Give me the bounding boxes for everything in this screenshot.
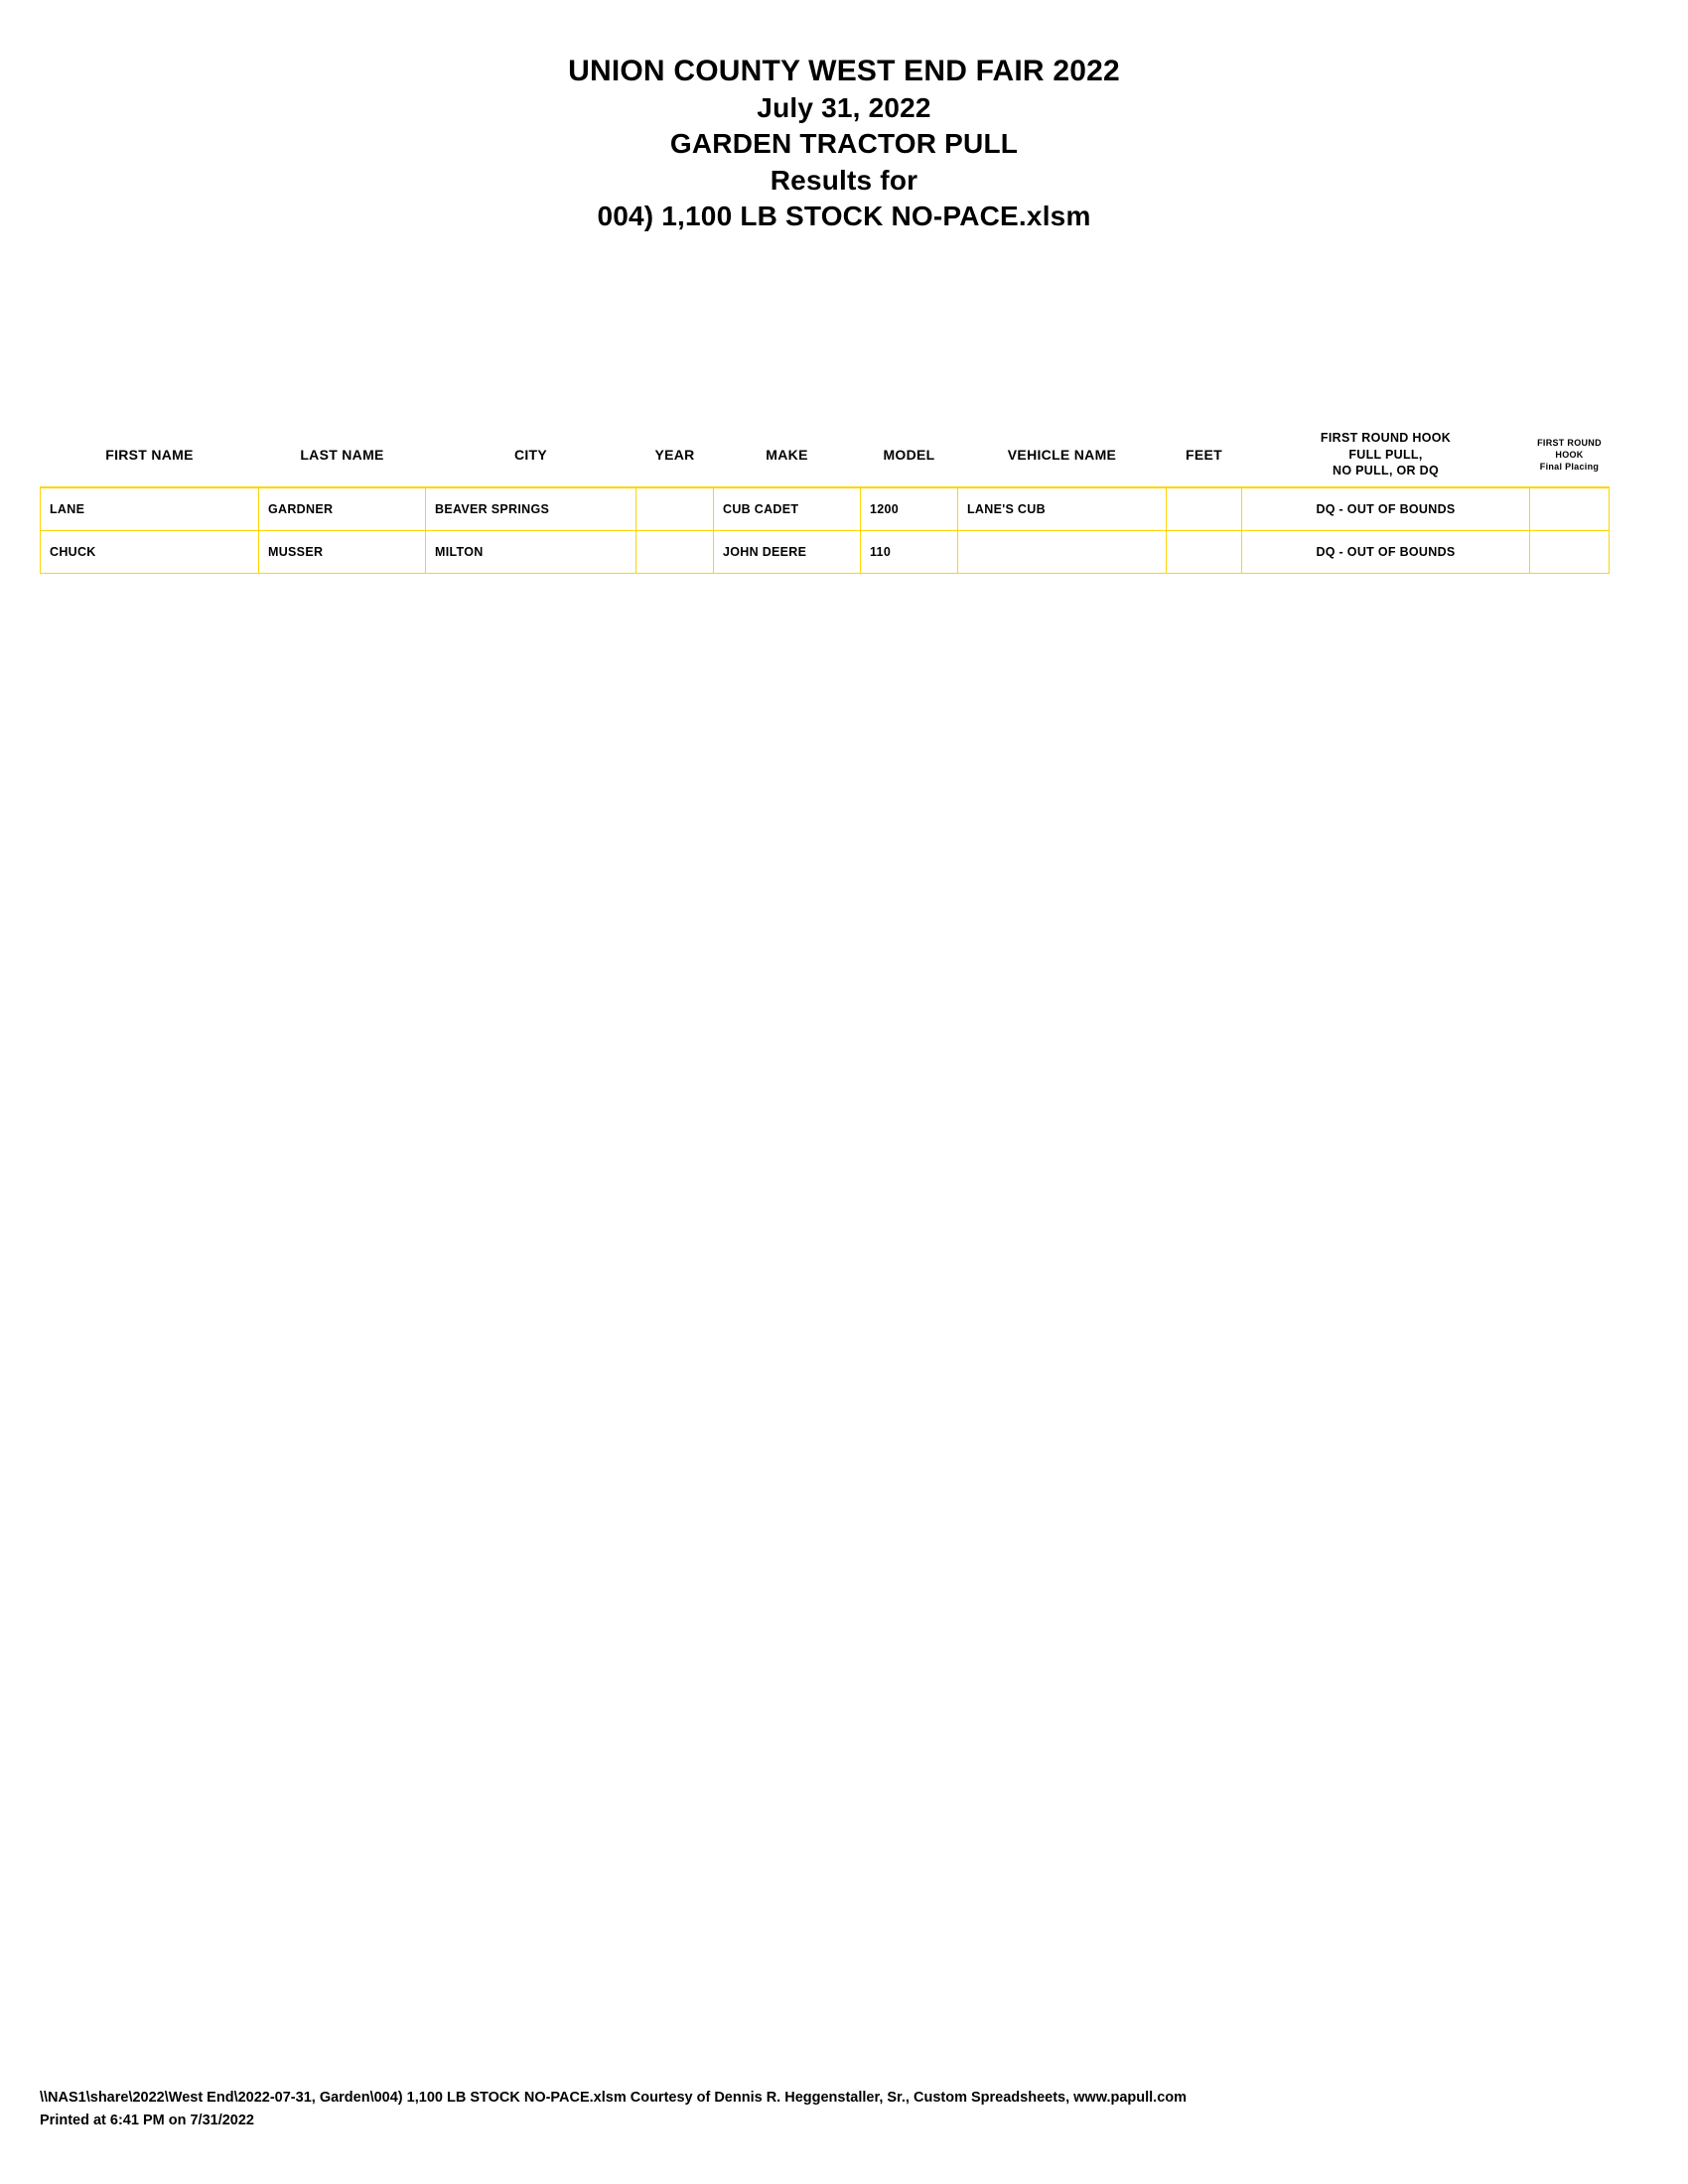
event-date: July 31, 2022: [757, 92, 931, 123]
cell-first-name: CHUCK: [41, 531, 259, 574]
column-header-final-placing-line3: Final Placing: [1539, 462, 1600, 473]
cell-first-round-hook: DQ - OUT OF BOUNDS: [1242, 531, 1530, 574]
results-for-label: Results for: [770, 164, 918, 196]
column-header-first-name: FIRST NAME: [105, 447, 194, 463]
column-header-final-placing: [1530, 427, 1610, 487]
document-footer: [40, 2087, 1648, 2132]
document-header: [0, 52, 1688, 235]
column-header-city: CITY: [513, 447, 548, 463]
cell-city: MILTON: [426, 531, 636, 574]
footer-source-path: \\NAS1\share\2022\West End\2022-07-31, Garden\004) 1,100 LB STOCK NO-PACE.xlsm Courtesy of Dennis R. Heggenstaller, Sr., Custom Spreadsheets, www.papull.com: [40, 2089, 1188, 2106]
results-table: [40, 427, 1610, 574]
column-header-first-round-hook-line1: FIRST ROUND HOOK: [1320, 430, 1452, 445]
cell-feet: [1167, 531, 1242, 574]
cell-make: JOHN DEERE: [714, 531, 861, 574]
cell-city: BEAVER SPRINGS: [426, 487, 636, 531]
column-header-year: YEAR: [654, 447, 695, 463]
column-header-final-placing-line1: FIRST ROUND: [1537, 437, 1602, 448]
cell-final-placing: [1530, 487, 1610, 531]
table-row: [41, 487, 1610, 531]
fair-title: UNION COUNTY WEST END FAIR 2022: [568, 55, 1120, 87]
column-header-make: MAKE: [766, 447, 808, 463]
table-header-row: [41, 427, 1610, 487]
footer-printed-timestamp: Printed at 6:41 PM on 7/31/2022: [40, 2112, 254, 2128]
cell-last-name: GARDNER: [259, 487, 426, 531]
cell-model: 1200: [861, 487, 958, 531]
cell-model: 110: [861, 531, 958, 574]
column-header-model: MODEL: [883, 447, 935, 463]
column-header-first-round-hook: [1242, 427, 1530, 487]
cell-make: CUB CADET: [714, 487, 861, 531]
column-header-vehicle-name: VEHICLE NAME: [1007, 447, 1117, 463]
event-name: GARDEN TRACTOR PULL: [669, 128, 1019, 160]
cell-vehicle-name: [958, 531, 1167, 574]
cell-year: [636, 487, 714, 531]
column-header-final-placing-line2: HOOK: [1555, 449, 1584, 460]
cell-feet: [1167, 487, 1242, 531]
table-row: [41, 531, 1610, 574]
cell-vehicle-name: LANE'S CUB: [958, 487, 1167, 531]
cell-final-placing: [1530, 531, 1610, 574]
cell-year: [636, 531, 714, 574]
cell-first-round-hook: DQ - OUT OF BOUNDS: [1242, 487, 1530, 531]
cell-first-name: LANE: [41, 487, 259, 531]
column-header-first-round-hook-line3: NO PULL, OR DQ: [1333, 464, 1439, 478]
column-header-feet: FEET: [1186, 447, 1222, 463]
class-file-name: 004) 1,100 LB STOCK NO-PACE.xlsm: [597, 201, 1091, 232]
column-header-first-round-hook-line2: FULL PULL,: [1348, 447, 1423, 462]
cell-last-name: MUSSER: [259, 531, 426, 574]
column-header-last-name: LAST NAME: [300, 447, 384, 463]
